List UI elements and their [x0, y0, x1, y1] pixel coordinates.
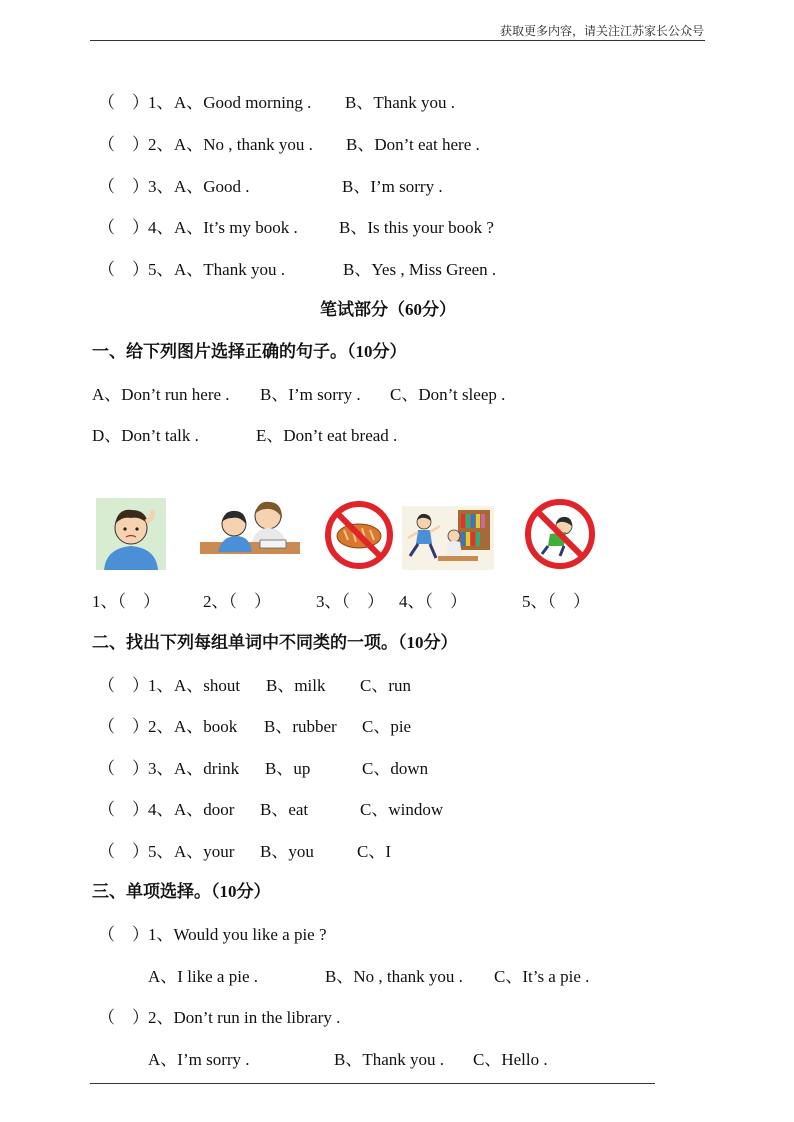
answer-paren[interactable]: （ ） — [98, 800, 149, 819]
answer-paren[interactable]: （ ） — [98, 93, 149, 112]
section1-title: 一、给下列图片选择正确的句子。（10分） — [92, 342, 407, 361]
option-b: B、Is this your book ? — [339, 218, 494, 237]
option-c: C、It’s a pie . — [494, 967, 590, 986]
item-number: 5、 — [148, 842, 174, 861]
option-C: C、Don’t sleep . — [390, 385, 506, 404]
header-rule — [90, 40, 705, 41]
item-number: 1、 — [148, 93, 174, 112]
answer-paren[interactable]: （ ） — [98, 135, 149, 154]
option-b: B、Don’t eat here . — [346, 135, 480, 154]
option-b: B、up — [265, 759, 311, 778]
option-A: A、Don’t run here . — [92, 385, 230, 404]
option-b: B、milk — [266, 676, 326, 695]
option-a: A、Good morning . — [174, 93, 312, 112]
option-a: A、door — [174, 800, 235, 819]
picture-answer-5[interactable]: 5、（ ） — [522, 592, 590, 611]
no-bread-sign-picture — [322, 500, 396, 570]
option-b: B、you — [260, 842, 314, 861]
answer-paren[interactable]: （ ） — [98, 842, 149, 861]
answer-paren[interactable]: （ ） — [98, 218, 149, 237]
answer-paren[interactable]: （ ） — [98, 177, 149, 196]
option-B: B、I’m sorry . — [260, 385, 361, 404]
picture-answer-1[interactable]: 1、（ ） — [92, 592, 160, 611]
option-a: A、your — [174, 842, 235, 861]
item-number: 2、 — [148, 135, 174, 154]
item-number: 4、 — [148, 218, 174, 237]
item-number: 2、 — [148, 717, 174, 736]
option-c: C、Hello . — [473, 1050, 548, 1069]
answer-paren[interactable]: （ ） — [98, 925, 149, 944]
option-a: A、book — [174, 717, 238, 736]
answer-paren[interactable]: （ ） — [98, 1008, 149, 1027]
answer-paren[interactable]: （ ） — [98, 759, 149, 778]
option-c: C、pie — [362, 717, 412, 736]
option-b: B、No , thank you . — [325, 967, 463, 986]
option-c: C、I — [357, 842, 391, 861]
section3-title: 三、单项选择。（10分） — [92, 882, 271, 901]
two-kids-whispering-picture — [200, 494, 300, 570]
option-a: A、I like a pie . — [148, 967, 258, 986]
option-D: D、Don’t talk . — [92, 426, 199, 445]
option-b: B、eat — [260, 800, 309, 819]
item-number: 1、 — [148, 676, 174, 695]
section2-title: 二、找出下列每组单词中不同类的一项。（10分） — [92, 633, 458, 652]
answer-paren[interactable]: （ ） — [98, 260, 149, 279]
option-a: A、drink — [174, 759, 240, 778]
item-number: 5、 — [148, 260, 174, 279]
item-number: 3、 — [148, 177, 174, 196]
option-a: A、No , thank you . — [174, 135, 313, 154]
picture-answer-3[interactable]: 3、（ ） — [316, 592, 384, 611]
option-b: B、Thank you . — [345, 93, 456, 112]
question-text: 1、Would you like a pie ? — [148, 925, 327, 944]
written-part-title: 笔试部分（60分） — [320, 300, 456, 319]
option-b: B、Thank you . — [334, 1050, 445, 1069]
option-c: C、window — [360, 800, 444, 819]
option-a: A、Thank you . — [174, 260, 285, 279]
answer-paren[interactable]: （ ） — [98, 676, 149, 695]
option-b: B、I’m sorry . — [342, 177, 443, 196]
footer-rule — [90, 1083, 655, 1084]
item-number: 3、 — [148, 759, 174, 778]
option-c: C、down — [362, 759, 429, 778]
boy-running-in-library-picture — [402, 506, 494, 570]
question-text: 2、Don’t run in the library . — [148, 1008, 341, 1027]
item-number: 4、 — [148, 800, 174, 819]
option-E: E、Don’t eat bread . — [256, 426, 398, 445]
option-a: A、I’m sorry . — [148, 1050, 250, 1069]
option-c: C、run — [360, 676, 411, 695]
option-a: A、Good . — [174, 177, 250, 196]
picture-answer-2[interactable]: 2、（ ） — [203, 592, 271, 611]
option-a: A、shout — [174, 676, 241, 695]
picture-answer-4[interactable]: 4、（ ） — [399, 592, 467, 611]
page-header: 获取更多内容，请关注江苏家长公众号 — [500, 24, 705, 38]
option-b: B、Yes , Miss Green . — [343, 260, 497, 279]
answer-paren[interactable]: （ ） — [98, 717, 149, 736]
boy-scratching-head-picture — [96, 498, 166, 570]
option-a: A、It’s my book . — [174, 218, 298, 237]
no-sleeping-sign-picture — [520, 498, 600, 570]
option-b: B、rubber — [264, 717, 337, 736]
